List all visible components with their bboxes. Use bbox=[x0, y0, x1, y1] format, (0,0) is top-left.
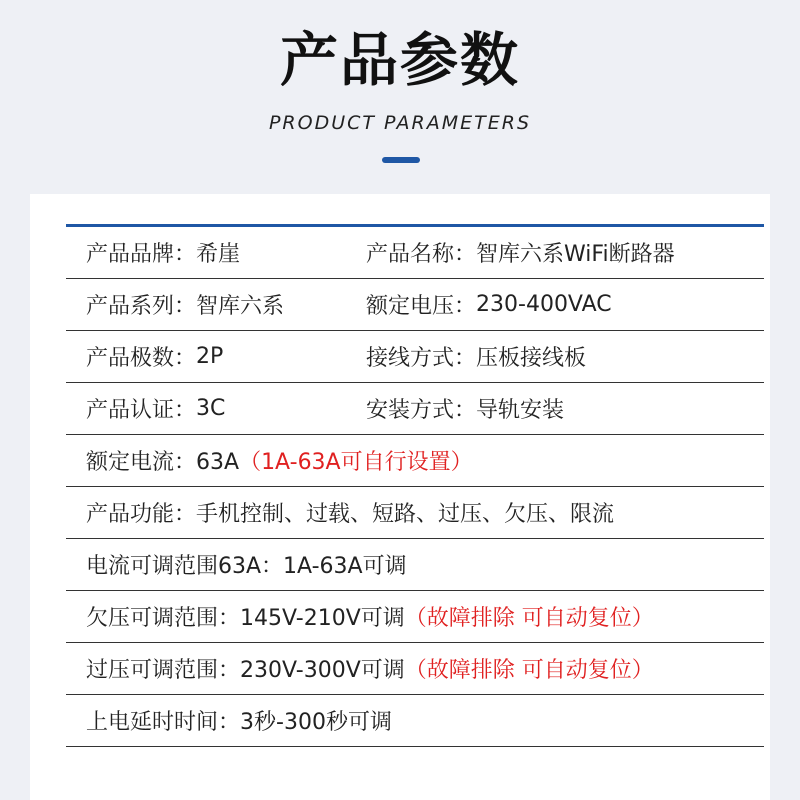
param-value: 导轨安装 bbox=[476, 398, 565, 423]
param-value: 2P bbox=[196, 344, 224, 369]
param-value: 希崖 bbox=[196, 242, 241, 267]
table-row bbox=[66, 227, 764, 279]
param-value: 1A-63A可调 bbox=[283, 554, 407, 579]
param-value: 智库六系WiFi断路器 bbox=[476, 242, 675, 267]
table-row bbox=[66, 643, 764, 695]
table-row bbox=[66, 695, 764, 747]
param-product-name bbox=[366, 237, 675, 268]
param-label: 产品系列： bbox=[86, 294, 197, 319]
param-note: （故障排除 可自动复位） bbox=[404, 606, 654, 631]
param-functions bbox=[86, 497, 614, 528]
param-series bbox=[86, 289, 284, 320]
param-current-range bbox=[86, 549, 407, 580]
title-accent-bar bbox=[382, 157, 420, 163]
page-title: 产品参数 bbox=[279, 26, 520, 94]
table-row bbox=[66, 279, 764, 331]
parameters-card bbox=[30, 194, 770, 800]
table-row bbox=[66, 435, 764, 487]
param-poles bbox=[86, 341, 223, 372]
param-label: 上电延时时间： bbox=[86, 710, 241, 735]
param-label: 接线方式： bbox=[366, 346, 477, 371]
param-installation bbox=[366, 393, 564, 424]
param-value: 145V-210V可调 bbox=[240, 606, 405, 631]
param-value: 智库六系 bbox=[196, 294, 285, 319]
param-certification bbox=[86, 393, 225, 424]
param-note: （故障排除 可自动复位） bbox=[404, 658, 654, 683]
param-label: 欠压可调范围： bbox=[86, 606, 241, 631]
param-label: 安装方式： bbox=[366, 398, 477, 423]
param-label: 额定电压： bbox=[366, 294, 477, 319]
param-wiring bbox=[366, 341, 586, 372]
param-brand bbox=[86, 237, 240, 268]
param-value: 230V-300V可调 bbox=[240, 658, 405, 683]
param-label: 过压可调范围： bbox=[86, 658, 241, 683]
param-value: 压板接线板 bbox=[476, 346, 587, 371]
param-rated-voltage bbox=[366, 289, 612, 320]
param-power-on-delay bbox=[86, 705, 392, 736]
param-label: 产品认证： bbox=[86, 398, 197, 423]
param-label: 电流可调范围63A： bbox=[86, 554, 284, 579]
page-subtitle: PRODUCT PARAMETERS bbox=[268, 112, 532, 134]
param-label: 额定电流： bbox=[86, 450, 197, 475]
table-row bbox=[66, 331, 764, 383]
param-label: 产品极数： bbox=[86, 346, 197, 371]
param-label: 产品功能： bbox=[86, 502, 197, 527]
param-rated-current bbox=[86, 445, 473, 476]
header bbox=[0, 0, 800, 190]
param-value: 230-400VAC bbox=[476, 292, 612, 317]
param-label: 产品品牌： bbox=[86, 242, 197, 267]
param-value: 3秒-300秒可调 bbox=[240, 710, 392, 735]
param-value: 3C bbox=[196, 396, 226, 421]
table-row bbox=[66, 539, 764, 591]
param-label: 产品名称： bbox=[366, 242, 477, 267]
table-row bbox=[66, 487, 764, 539]
table-row bbox=[66, 591, 764, 643]
table-row bbox=[66, 383, 764, 435]
param-value: 63A bbox=[196, 450, 240, 475]
param-value: 手机控制、过载、短路、过压、欠压、限流 bbox=[196, 502, 615, 527]
param-undervoltage-range bbox=[86, 601, 654, 632]
param-note: （1A-63A可自行设置） bbox=[239, 450, 473, 475]
param-overvoltage-range bbox=[86, 653, 654, 684]
